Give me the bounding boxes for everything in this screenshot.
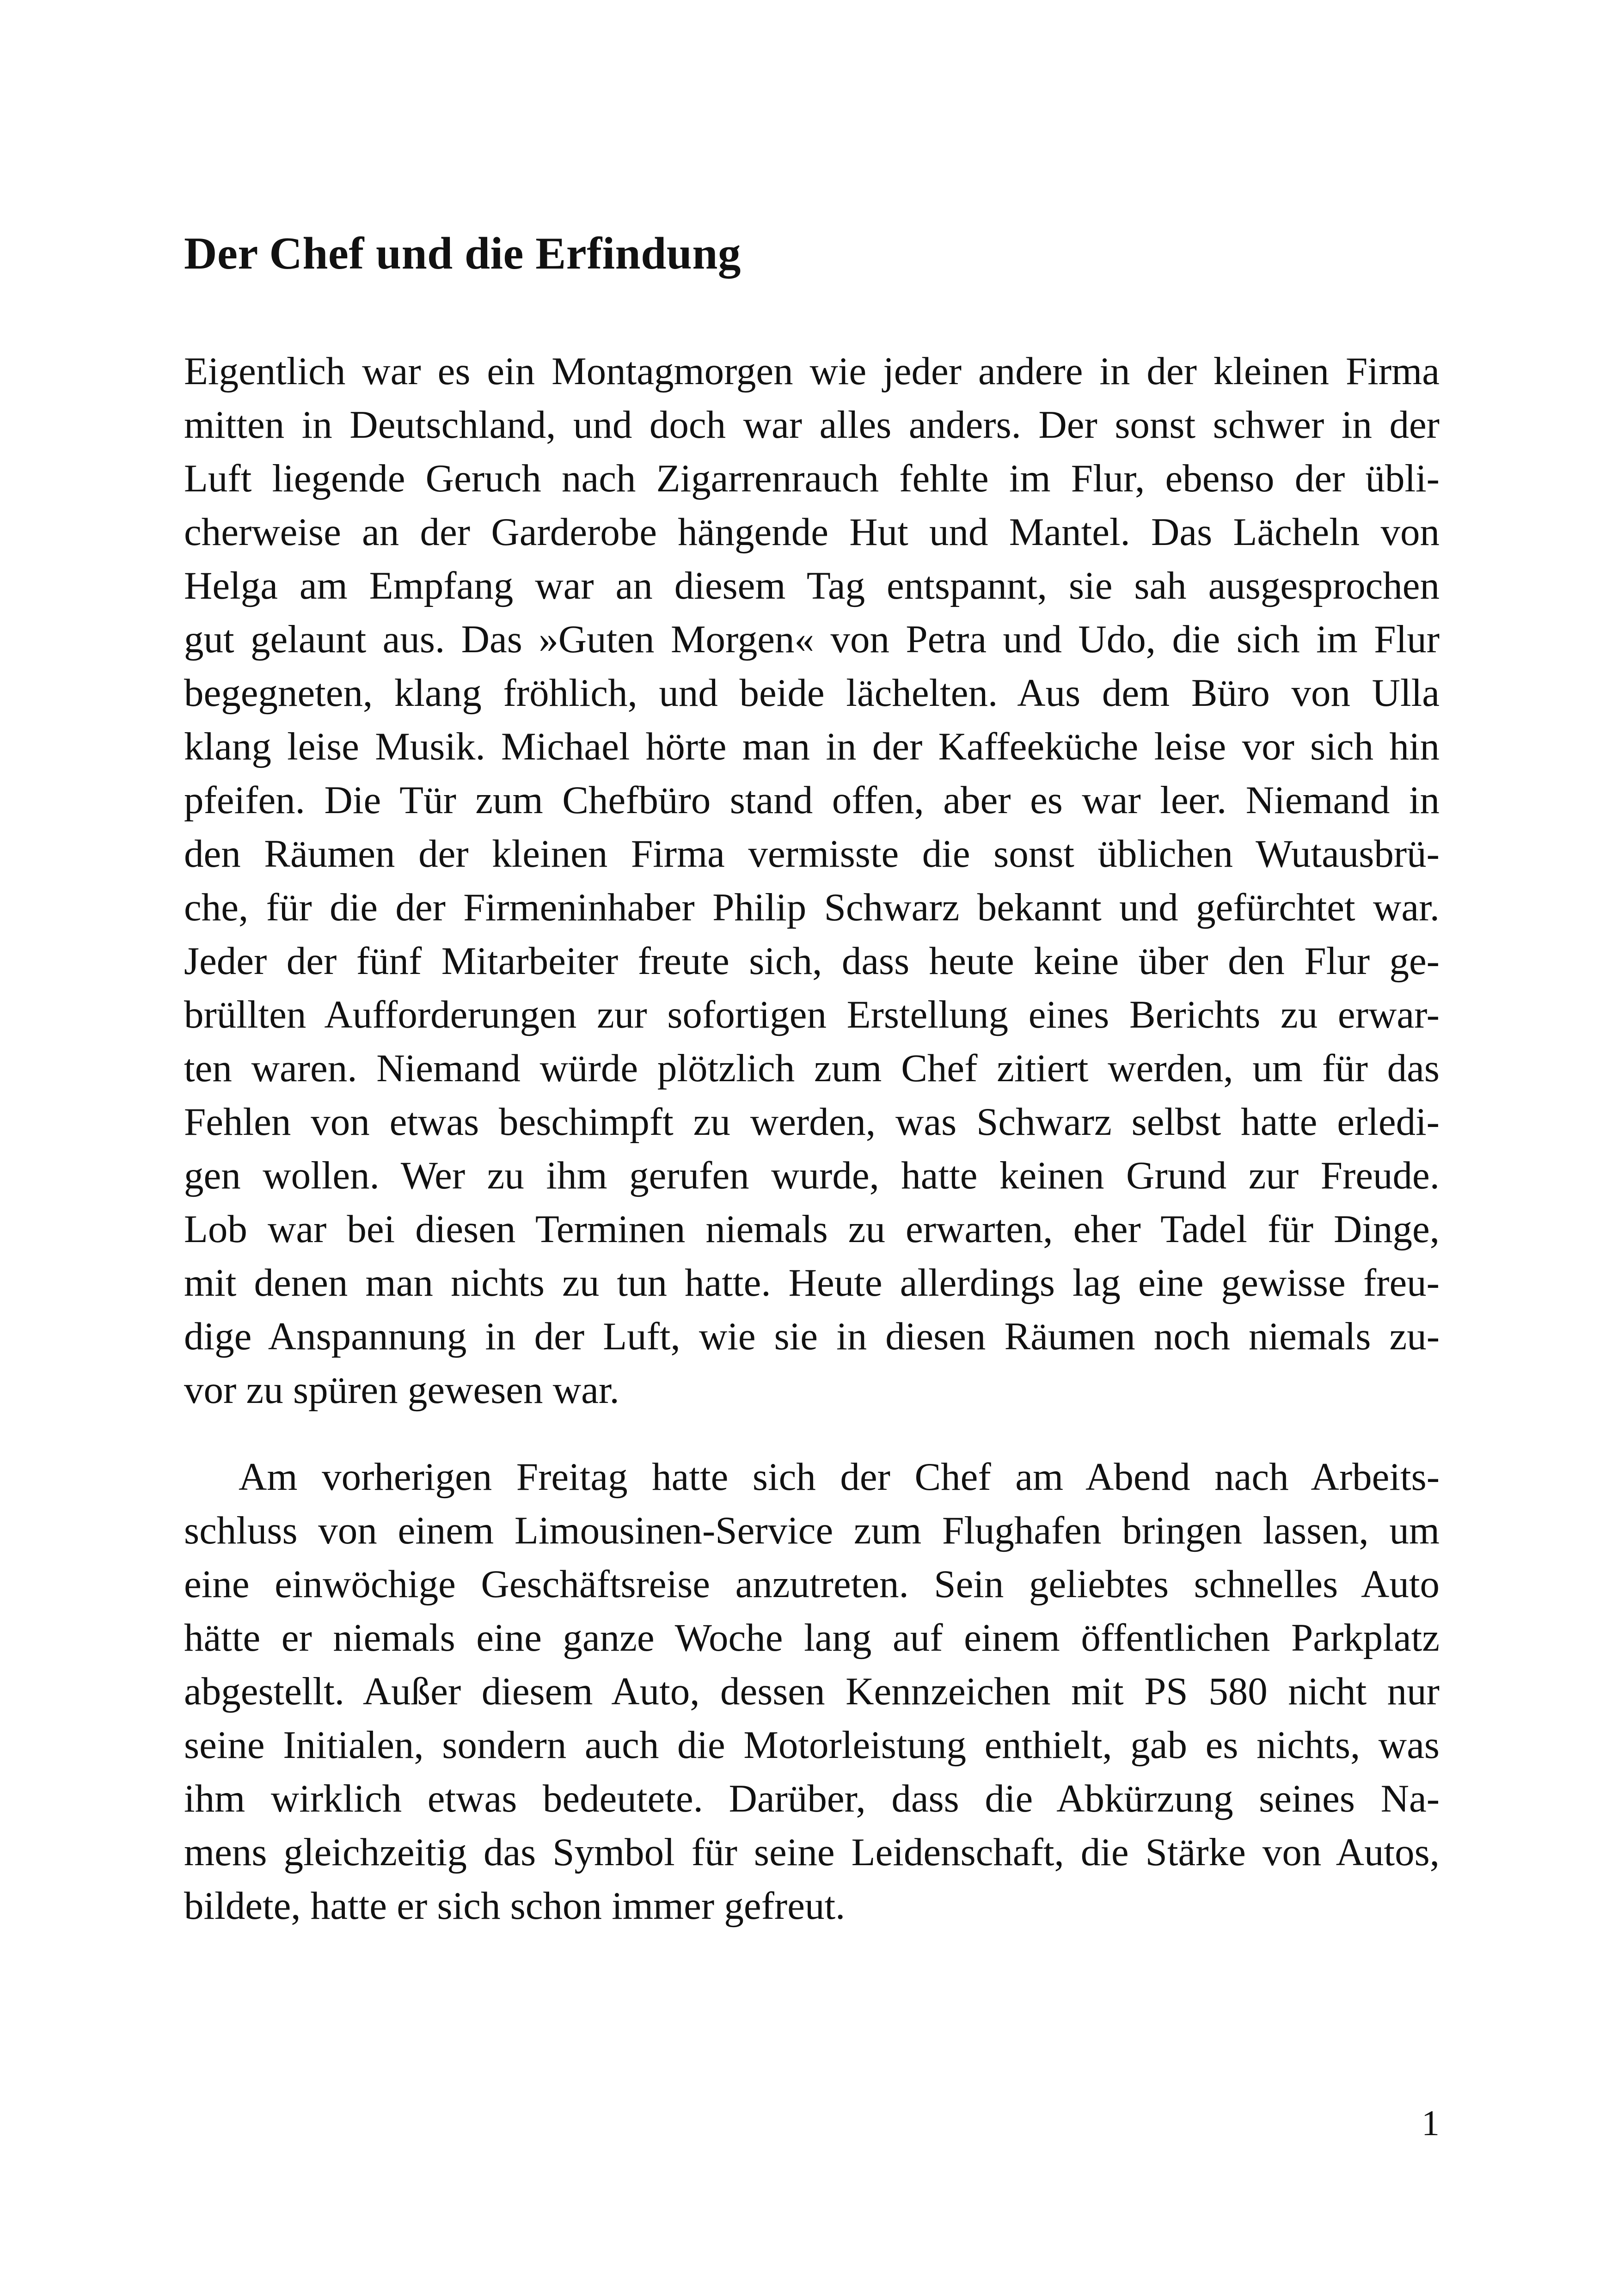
text-line: den Räumen der kleinen Firma vermisste die sonst üblichen Wutausbrü- <box>184 832 1440 876</box>
text-line: cherweise an der Garderobe hängende Hut und Mantel. Das Lächeln von <box>184 510 1440 554</box>
text-line: mitten in Deutschland, und doch war alles anders. Der sonst schwer in der <box>184 403 1440 447</box>
text-line: dige Anspannung in der Luft, wie sie in diesen Räumen noch niemals zu- <box>184 1315 1440 1358</box>
text-line: Am vorherigen Freitag hatte sich der Chef am Abend nach Arbeits- <box>239 1455 1440 1499</box>
chapter-title: Der Chef und die Erfindung <box>184 228 741 279</box>
text-line: klang leise Musik. Michael hörte man in der Kaffeeküche leise vor sich hin <box>184 725 1440 768</box>
text-line: gut gelaunt aus. Das »Guten Morgen« von Petra und Udo, die sich im Flur <box>184 618 1440 661</box>
text-line: che, für die der Firmeninhaber Philip Schwarz bekannt und gefürchtet war. <box>184 886 1440 929</box>
text-line: Lob war bei diesen Terminen niemals zu erwarten, eher Tadel für Dinge, <box>184 1207 1440 1251</box>
text-line: Helga am Empfang war an diesem Tag entspannt, sie sah ausgesprochen <box>184 564 1440 607</box>
text-line: mens gleichzeitig das Symbol für seine Leidenschaft, die Stärke von Autos, <box>184 1831 1440 1874</box>
text-line: seine Initialen, sondern auch die Motorleistung enthielt, gab es nichts, was <box>184 1723 1440 1767</box>
text-line: ihm wirklich etwas bedeutete. Darüber, dass die Abkürzung seines Na- <box>184 1777 1440 1820</box>
text-line: Eigentlich war es ein Montagmorgen wie jeder andere in der kleinen Firma <box>184 349 1440 393</box>
text-line: begegneten, klang fröhlich, und beide lächelten. Aus dem Büro von Ulla <box>184 671 1440 715</box>
text-line: Luft liegende Geruch nach Zigarrenrauch fehlte im Flur, ebenso der übli- <box>184 457 1440 500</box>
text-line: Jeder der fünf Mitarbeiter freute sich, dass heute keine über den Flur ge- <box>184 939 1440 983</box>
page-number: 1 <box>1422 2103 1440 2143</box>
text-line: mit denen man nichts zu tun hatte. Heute allerdings lag eine gewisse freu- <box>184 1261 1440 1304</box>
text-line: Fehlen von etwas beschimpft zu werden, was Schwarz selbst hatte erledi- <box>184 1100 1440 1144</box>
text-line: schluss von einem Limousinen-Service zum Flughafen bringen lassen, um <box>184 1509 1440 1552</box>
text-line: vor zu spüren gewesen war. <box>184 1368 619 1412</box>
text-line: bildete, hatte er sich schon immer gefreut. <box>184 1884 846 1928</box>
text-line: pfeifen. Die Tür zum Chefbüro stand offen, aber es war leer. Niemand in <box>184 778 1440 822</box>
text-line: abgestellt. Außer diesem Auto, dessen Kennzeichen mit PS 580 nicht nur <box>184 1670 1440 1713</box>
text-line: eine einwöchige Geschäftsreise anzutreten. Sein geliebtes schnelles Auto <box>184 1562 1440 1606</box>
text-line: gen wollen. Wer zu ihm gerufen wurde, hatte keinen Grund zur Freude. <box>184 1154 1440 1197</box>
text-line: ten waren. Niemand würde plötzlich zum Chef zitiert werden, um für das <box>184 1047 1440 1090</box>
text-line: brüllten Aufforderungen zur sofortigen Erstellung eines Berichts zu erwar- <box>184 993 1440 1036</box>
text-line: hätte er niemals eine ganze Woche lang auf einem öffentlichen Parkplatz <box>184 1616 1440 1659</box>
